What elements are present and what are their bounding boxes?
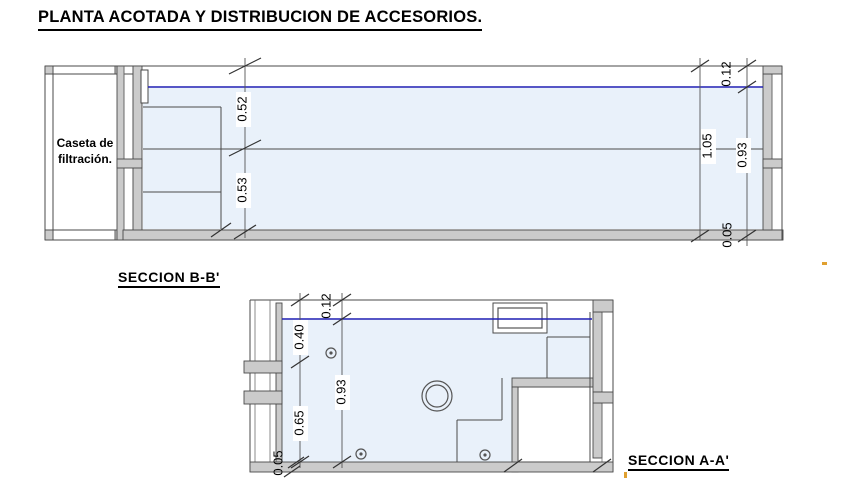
filter-room-label-line2: filtración.	[57, 151, 112, 166]
dim-label-plan-093: 0.93	[734, 142, 750, 168]
filter-room-label-line1: Caseta de	[56, 136, 114, 150]
plan-drawing	[45, 58, 783, 248]
dim-label-sec-005: 0.05	[270, 450, 286, 476]
dim-label-plan-053: 0.53	[234, 177, 250, 203]
section-aa-label: SECCION A-A'	[628, 452, 729, 471]
dim-label-plan-012: 0.12	[718, 61, 734, 87]
dim-label-sec-065: 0.65	[291, 410, 307, 436]
section-drawing	[244, 293, 613, 477]
plan-inlet-fitting-icon	[141, 70, 148, 103]
artifact-mark	[624, 472, 627, 478]
section-bb-label: SECCION B-B'	[118, 269, 220, 288]
dim-label-plan-105: 1.05	[699, 133, 715, 159]
drawing-title: PLANTA ACOTADA Y DISTRIBUCION DE ACCESORIOS.	[38, 8, 482, 31]
dim-label-sec-012: 0.12	[318, 293, 334, 319]
dim-label-sec-040: 0.40	[291, 324, 307, 350]
filter-room-label	[50, 136, 120, 167]
dim-label-sec-093: 0.93	[333, 379, 349, 405]
skimmer-icon	[493, 303, 547, 333]
dim-label-plan-005: 0.05	[719, 222, 735, 248]
artifact-mark	[822, 262, 827, 265]
dim-label-plan-052: 0.52	[234, 96, 250, 122]
